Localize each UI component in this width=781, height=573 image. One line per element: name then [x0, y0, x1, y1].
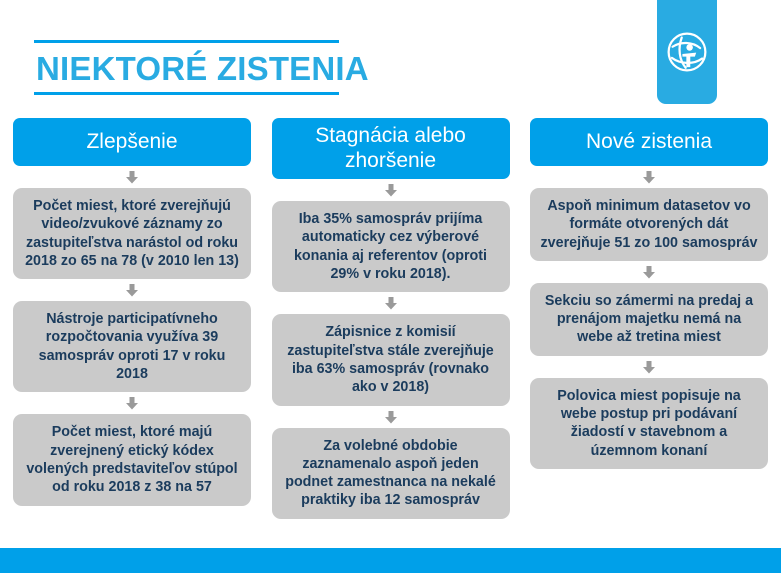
down-arrow-icon — [384, 411, 398, 424]
card-2-3: Za volebné obdobie zaznamenalo aspoň jeden podnet zamestnanca na nekalé praktiky iba 12 samospráv — [272, 428, 510, 519]
card-1-1: Počet miest, ktoré zverejňujú video/zvukové záznamy zo zastupiteľstva narástol od roku 2018 zo 65 na 78 (v 2010 len 13) — [13, 188, 251, 279]
page-header — [0, 0, 781, 118]
organization-logo-icon — [666, 31, 708, 73]
column-nove-zistenia — [530, 118, 768, 548]
title-rule-bottom — [34, 92, 339, 95]
down-arrow-icon — [642, 171, 656, 184]
card-2-2: Zápisnice z komisií zastupiteľstva stále zverejňuje iba 63% samospráv (rovnako ako v 2018) — [272, 314, 510, 405]
card-3-1: Aspoň minimum datasetov vo formáte otvorených dát zverejňuje 51 zo 100 samospráv — [530, 188, 768, 261]
title-block — [34, 40, 369, 95]
down-arrow-icon — [125, 284, 139, 297]
card-1-3: Počet miest, ktoré majú zverejnený etický kódex volených predstaviteľov stúpol od roku 2018 z 38 na 57 — [13, 414, 251, 505]
down-arrow-icon — [642, 361, 656, 374]
down-arrow-icon — [384, 297, 398, 310]
columns-container — [0, 118, 781, 548]
card-3-3: Polovica miest popisuje na webe postup pri podávaní žiadostí v stavebnom a územnom konaní — [530, 378, 768, 469]
column-zlepsenie — [13, 118, 251, 548]
card-3-2: Sekciu so zámermi na predaj a prenájom majetku nemá na webe až tretina miest — [530, 283, 768, 356]
column-header-3[interactable]: Nové zistenia — [530, 118, 768, 166]
down-arrow-icon — [125, 171, 139, 184]
card-1-2: Nástroje participatívneho rozpočtovania využíva 39 samospráv oproti 17 v roku 2018 — [13, 301, 251, 392]
page-title: NIEKTORÉ ZISTENIA — [36, 50, 369, 87]
footer-bar — [0, 548, 781, 573]
card-2-1: Iba 35% samospráv prijíma automaticky cez výberové konania aj referentov (oproti 29% v roku 2018). — [272, 201, 510, 292]
down-arrow-icon — [642, 266, 656, 279]
column-header-2[interactable]: Stagnácia alebo zhoršenie — [272, 118, 510, 179]
column-header-1[interactable]: Zlepšenie — [13, 118, 251, 166]
down-arrow-icon — [125, 397, 139, 410]
logo-plate — [657, 0, 717, 104]
column-stagnacia — [272, 118, 510, 548]
down-arrow-icon — [384, 184, 398, 197]
